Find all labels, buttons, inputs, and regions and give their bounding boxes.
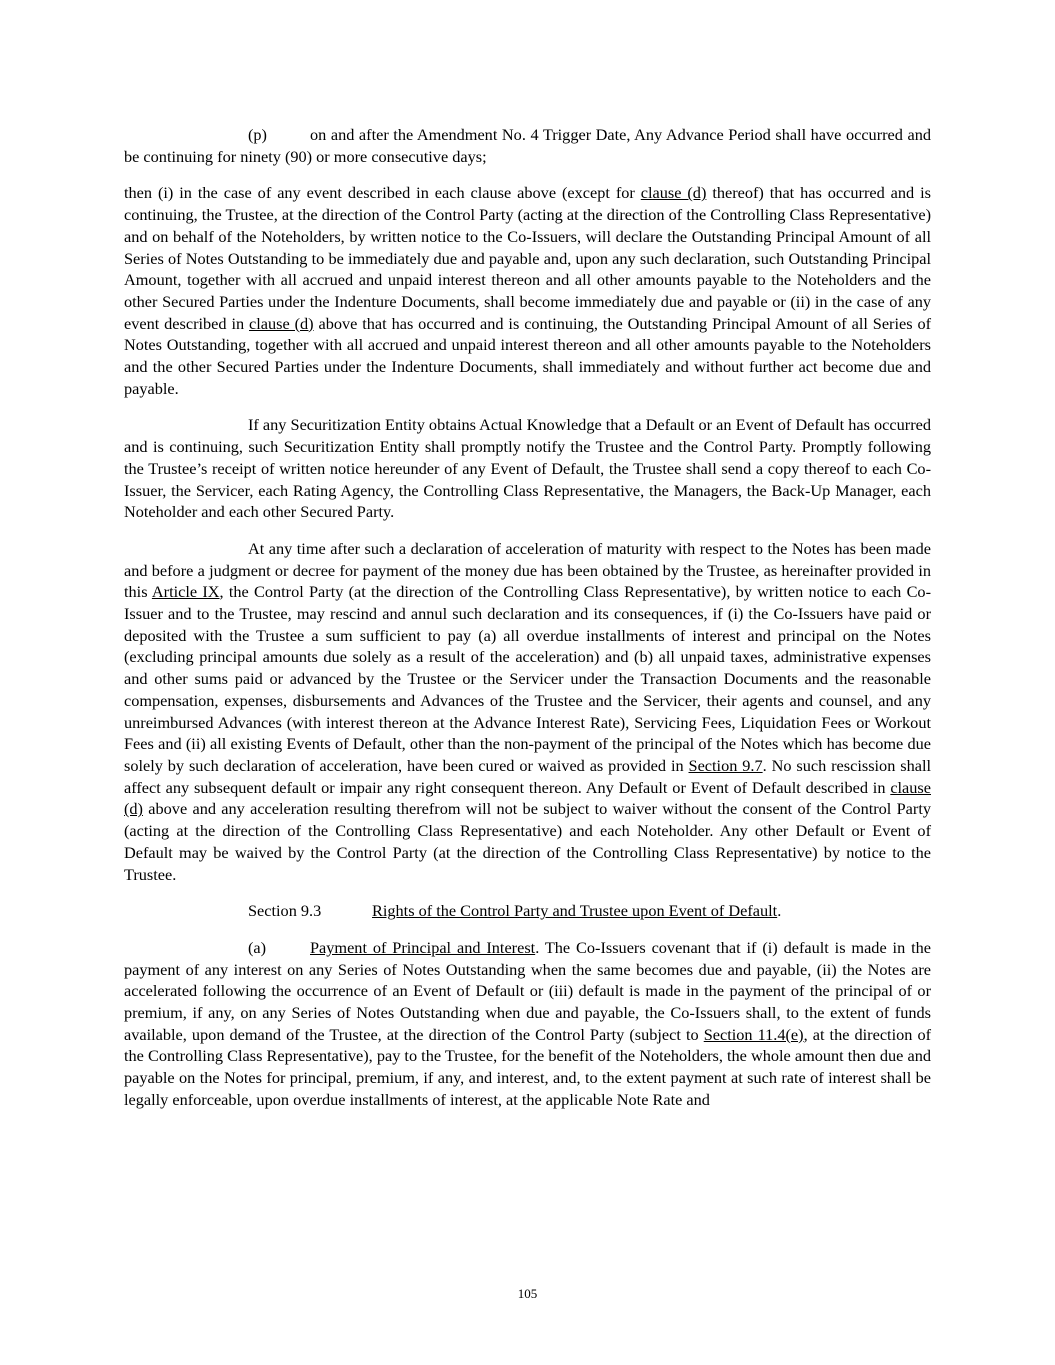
section-heading <box>124 900 931 922</box>
clause-d-reference: clause (d) <box>124 777 931 819</box>
section-11-4e-reference: Section 11.4(e) <box>703 1024 804 1044</box>
article-ix-reference: Article IX <box>151 582 220 602</box>
page-number: 105 <box>517 1286 538 1301</box>
text-run: , at the direction of the Controlling Class Representative), pay to the Trustee, for the benefit of the Noteholders, the whole amount then due and payable on the Notes for principal, premium, if any, and interest, and, to the extent payment at such rate of interest shall be legally enforceable, upon overdue installments of interest, at the applicable Note Rate and <box>124 1024 932 1109</box>
clause-p-paragraph <box>124 124 931 167</box>
section-9-7-reference: Section 9.7 <box>688 755 763 775</box>
text-run: then (i) in the case of any event described in each clause above (except for <box>124 183 641 203</box>
section-title: Rights of the Control Party and Trustee upon Event of Default <box>372 901 778 921</box>
text-run: above and any acceleration resulting therefrom will not be subject to waiver without the consent of the Control Party (acting at the direction of the Controlling Class Representative) and each Noteholder. Any other Default or Event of Default may be waived by the Control Party (at the direction of the Controlling Class Representative) by notice to the Trustee. <box>124 799 931 884</box>
text-run: above that has occurred and is continuing, the Outstanding Principal Amount of all Series of Notes Outstanding, together with all accrued and unpaid interest thereon and all other amounts payable to the Noteholders and the other Secured Parties under the Indenture Documents, shall immediately and without further act become due and payable. <box>124 313 932 398</box>
text-run: thereof) that has occurred and is continuing, the Trustee, at the direction of the Control Party (acting at the direction of the Controlling Class Representative) and on behalf of the Noteholders, by written notice to the Co-Issuers, will declare the Outstanding Principal Amount of all Series of Notes Outstanding to be immediately due and payable and, upon any such declaration, such Outstanding Principal Amount, together with all accrued and unpaid interest thereon and all other amounts payable to the Noteholders and the other Secured Parties under the Indenture Documents, shall become immediately due and payable or (ii) in the case of any event described in <box>124 183 931 333</box>
clause-d-reference: clause (d) <box>640 183 707 203</box>
text-run: , the Control Party (at the direction of the Controlling Class Representative), by written notice to each Co-Issuer and to the Trustee, may rescind and annul such declaration and its consequences, if (i) the Co-Issuers have paid or deposited with the Trustee a sum sufficient to pay (a) all overdue installments of interest and principal on the Notes (excluding principal amounts due solely as a result of the acceleration) and (b) all unpaid taxes, administrative expenses and other sums paid or advanced by the Trustee or the Servicer under the Transaction Documents and the reasonable compensation, expenses, disbursements and Advances of the Trustee and the Servicer, their agents and counsel, and any unreimbursed Advances (with interest thereon at the Advance Interest Rate), Servicing Fees, Liquidation Fees or Workout Fees and (ii) all existing Events of Default, other than the non-payment of the principal of the Notes which has become due solely by such declaration of acceleration, have been cured or waived as provided in <box>124 582 931 775</box>
text-run: At any time after such a declaration of acceleration of maturity with respect to the Notes has been made and before a judgment or decree for payment of the money due has been obtained by the Trustee, as hereinafter provided in this <box>124 538 931 602</box>
section-number: Section 9.3 <box>248 901 322 921</box>
section-title-period: . <box>777 901 782 921</box>
acceleration-paragraph <box>124 182 931 399</box>
clause-p-text: on and after the Amendment No. 4 Trigger Date, Any Advance Period shall have occurred and be continuing for ninety (90) or more consecutive days; <box>124 125 931 166</box>
clause-a-label: (a) <box>248 937 267 957</box>
text-run: . The Co-Issuers covenant that if (i) default is made in the payment of any interest on any Series of Notes Outstanding when the same becomes due and payable, (ii) the Notes are accelerated following the occurrence of an Event of Default or (iii) default is made in the payment of the principal of or premium, if any, on any Series of Notes Outstanding when due and payable, the Co-Issuers shall, to the extent of funds available, upon demand of the Trustee, at the direction of the Control Party (subject to <box>124 937 931 1044</box>
knowledge-paragraph: If any Securitization Entity obtains Actual Knowledge that a Default or an Event of Default has occurred and is continuing, such Securitization Entity shall promptly notify the Trustee and the Control Party. Promptly following the Trustee’s receipt of written notice hereunder of any Event of Default, the Trustee shall send a copy thereof to each Co-Issuer, the Servicer, each Rating Agency, the Controlling Class Representative, the Managers, the Back-Up Manager, each Noteholder and each other Secured Party. <box>124 415 931 522</box>
clause-a-paragraph <box>124 937 931 1111</box>
rescission-paragraph <box>124 538 931 885</box>
clause-d-reference: clause (d) <box>249 313 314 333</box>
text-run: . No such rescission shall affect any subsequent default or impair any right consequent thereon. Any Default or Event of Default described in <box>124 755 931 797</box>
document-page <box>124 124 931 1126</box>
clause-a-title: Payment of Principal and Interest <box>310 937 536 957</box>
clause-p-label: (p) <box>248 125 267 144</box>
